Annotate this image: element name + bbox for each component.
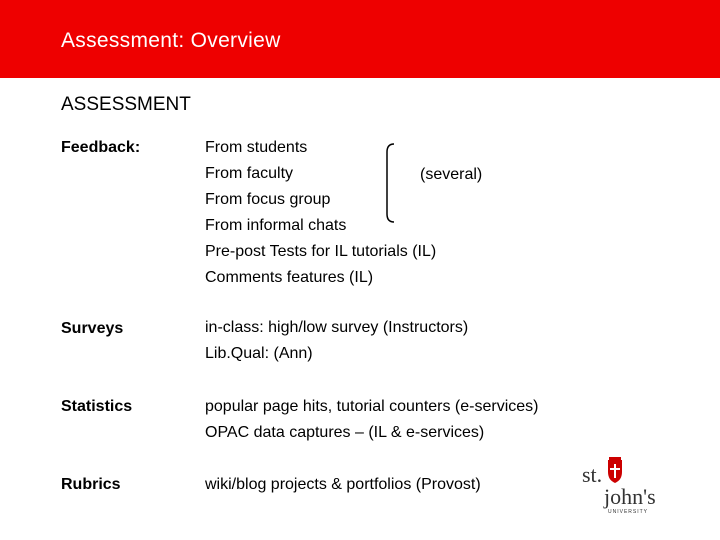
list-item: From focus group	[205, 191, 331, 208]
rubrics-label: Rubrics	[61, 476, 121, 493]
list-item: OPAC data captures – (IL & e-services)	[205, 424, 485, 441]
list-item: wiki/blog projects & portfolios (Provost)	[205, 476, 481, 493]
logo-text-st: st.	[582, 462, 603, 487]
bracket-note: (several)	[420, 166, 483, 183]
statistics-label: Statistics	[61, 398, 133, 415]
bracket-icon	[382, 143, 396, 223]
list-item: From students	[205, 139, 308, 156]
university-logo	[578, 456, 660, 516]
list-item: in-class: high/low survey (Instructors)	[205, 319, 469, 336]
list-item: From faculty	[205, 165, 294, 182]
feedback-label: Feedback:	[61, 139, 141, 156]
slide-title: Assessment: Overview	[61, 29, 281, 52]
logo-text-university: UNIVERSITY	[608, 509, 649, 515]
logo-text-johns: john's	[604, 484, 656, 509]
list-item: Pre-post Tests for IL tutorials (IL)	[205, 243, 437, 260]
section-heading: ASSESSMENT	[61, 94, 191, 115]
list-item: Lib.Qual: (Ann)	[205, 345, 313, 362]
list-item: Comments features (IL)	[205, 269, 374, 286]
list-item: From informal chats	[205, 217, 347, 234]
university-crest-icon	[608, 457, 622, 483]
list-item: popular page hits, tutorial counters (e-services)	[205, 398, 539, 415]
surveys-label: Surveys	[61, 320, 124, 337]
